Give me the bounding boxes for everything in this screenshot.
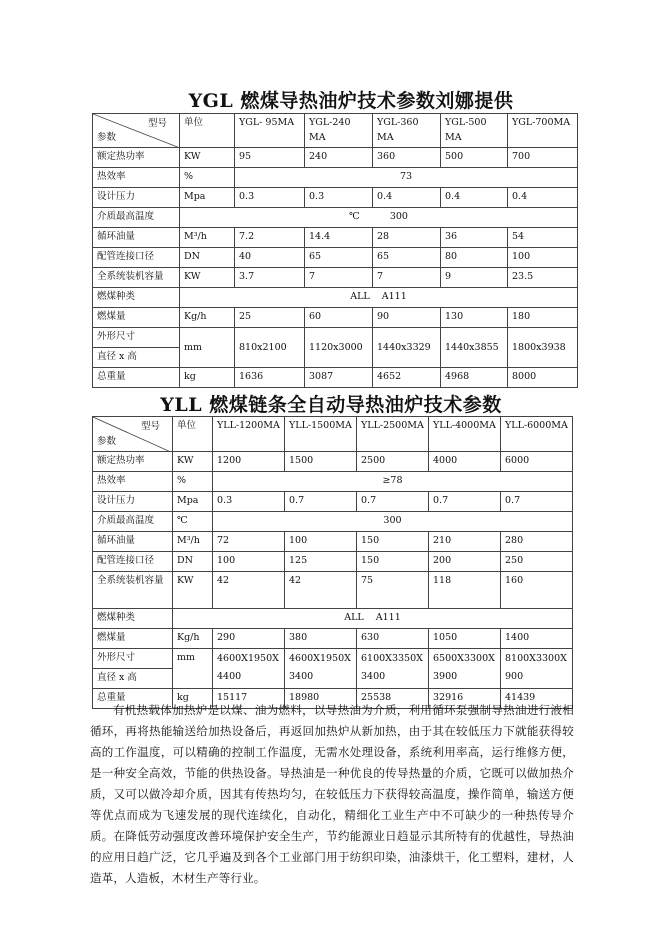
- row-unit: Kg/h: [180, 308, 235, 328]
- row-label: 介质最高温度: [93, 208, 180, 228]
- row-unit: KW: [180, 148, 235, 168]
- table-cell: 25: [235, 308, 305, 328]
- table-cell: 75: [357, 572, 429, 609]
- table-cell: 18980: [285, 689, 357, 709]
- table-cell: 6100X3350X 3400: [357, 649, 429, 689]
- corner-model-label: 型号: [147, 118, 167, 129]
- table-cell: 65: [373, 248, 441, 268]
- table-cell: 14.4: [305, 228, 373, 248]
- table-cell: 100: [285, 532, 357, 552]
- table-cell: 36: [441, 228, 508, 248]
- table-cell: 0.7: [357, 492, 429, 512]
- table-cell: 1050: [429, 629, 501, 649]
- row-label: 额定热功率: [93, 148, 180, 168]
- table-cell: 40: [235, 248, 305, 268]
- table-row: [93, 228, 578, 248]
- table-cell: 4968: [441, 368, 508, 388]
- table-cell: 4652: [373, 368, 441, 388]
- corner-header: [93, 417, 173, 452]
- table-cell: 200: [429, 552, 501, 572]
- model-header: YLL-6000MA: [501, 417, 573, 452]
- row-unit: KW: [180, 268, 235, 288]
- table-row: [93, 168, 578, 188]
- row-unit: KW: [173, 572, 213, 609]
- table-cell: 0.4: [441, 188, 508, 208]
- table-cell: 180: [508, 308, 578, 328]
- table-cell: 210: [429, 532, 501, 552]
- row-unit: mm: [173, 649, 213, 689]
- table-row: [93, 268, 578, 288]
- table-row: [93, 572, 573, 609]
- table-row: [93, 532, 573, 552]
- row-unit: DN: [180, 248, 235, 268]
- row-label: 额定热功率: [93, 452, 173, 472]
- merged-cell: ℃ 300: [180, 208, 578, 228]
- table-cell: 630: [357, 629, 429, 649]
- table-row: [93, 512, 573, 532]
- table-cell: 80: [441, 248, 508, 268]
- corner-param-label: 参数: [97, 436, 117, 447]
- row-unit: KW: [173, 452, 213, 472]
- table-cell: 700: [508, 148, 578, 168]
- row-unit: M³/h: [173, 532, 213, 552]
- model-header: YLL-2500MA: [357, 417, 429, 452]
- table-cell: 0.7: [429, 492, 501, 512]
- model-header: YLL-4000MA: [429, 417, 501, 452]
- table-cell: 0.7: [501, 492, 573, 512]
- table-cell: 4600X1950X 3400: [285, 649, 357, 689]
- table-row: [93, 609, 573, 629]
- table-cell: 0.3: [213, 492, 285, 512]
- row-unit: DN: [173, 552, 213, 572]
- row-label: 燃煤量: [93, 308, 180, 328]
- table-cell: 1500: [285, 452, 357, 472]
- table-cell: 1800x3938: [508, 328, 578, 368]
- row-unit: %: [180, 168, 235, 188]
- table2-title: YLL 燃煤链条全自动导热油炉技术参数: [160, 394, 502, 416]
- model-header: YGL-700MA: [508, 114, 578, 148]
- model-header: YGL- 95MA: [235, 114, 305, 148]
- table-cell: 380: [285, 629, 357, 649]
- table-cell: 32916: [429, 689, 501, 709]
- unit-header: 单位: [173, 417, 213, 452]
- table-cell: 160: [501, 572, 573, 609]
- row-label: 直径 x 高: [93, 669, 173, 689]
- merged-cell: ALL A111: [180, 288, 578, 308]
- row-unit: kg: [173, 689, 213, 709]
- table-cell: 23.5: [508, 268, 578, 288]
- table-row: [93, 368, 578, 388]
- table-cell: 4600X1950X 4400: [213, 649, 285, 689]
- row-unit: Mpa: [173, 492, 213, 512]
- row-label: 配管连接口径: [93, 248, 180, 268]
- model-header: YGL-360 MA: [373, 114, 441, 148]
- table-row: [93, 288, 578, 308]
- merged-cell: ALL A111: [173, 609, 573, 629]
- row-label: 外形尺寸: [93, 649, 173, 669]
- table-cell: 42: [285, 572, 357, 609]
- table-cell: 54: [508, 228, 578, 248]
- table-cell: 8100X3300X 900: [501, 649, 573, 689]
- table-cell: 8000: [508, 368, 578, 388]
- table-cell: 28: [373, 228, 441, 248]
- table-cell: 7: [305, 268, 373, 288]
- table-cell: 9: [441, 268, 508, 288]
- table-cell: 1440x3855: [441, 328, 508, 368]
- table-row: [93, 248, 578, 268]
- corner-header: [93, 114, 180, 148]
- table-cell: 0.3: [305, 188, 373, 208]
- table-cell: 0.7: [285, 492, 357, 512]
- table-cell: 95: [235, 148, 305, 168]
- table-row: [93, 452, 573, 472]
- corner-model-label: 型号: [140, 421, 160, 432]
- row-label: 设计压力: [93, 492, 173, 512]
- row-label: 热效率: [93, 168, 180, 188]
- model-header: YLL-1200MA: [213, 417, 285, 452]
- table-cell: 0.4: [508, 188, 578, 208]
- table-row: [93, 472, 573, 492]
- table-cell: 360: [373, 148, 441, 168]
- table-row: [93, 208, 578, 228]
- table-cell: 15117: [213, 689, 285, 709]
- model-header: YGL-240 MA: [305, 114, 373, 148]
- table-cell: 1120x3000: [305, 328, 373, 368]
- table-cell: 1200: [213, 452, 285, 472]
- table-row: [93, 148, 578, 168]
- row-label: 全系统装机容量: [93, 268, 180, 288]
- table-cell: 6500X3300X 3900: [429, 649, 501, 689]
- row-label: 全系统装机容量: [93, 572, 173, 609]
- table-cell: 0.3: [235, 188, 305, 208]
- row-label: 介质最高温度: [93, 512, 173, 532]
- table-row: [93, 328, 578, 348]
- row-unit: Mpa: [180, 188, 235, 208]
- row-label: 热效率: [93, 472, 173, 492]
- table-cell: 1636: [235, 368, 305, 388]
- row-unit: Kg/h: [173, 629, 213, 649]
- row-unit: %: [173, 472, 213, 492]
- table-row: [93, 308, 578, 328]
- table-cell: 280: [501, 532, 573, 552]
- row-label: 燃煤量: [93, 629, 173, 649]
- table-cell: 1440x3329: [373, 328, 441, 368]
- table-cell: 60: [305, 308, 373, 328]
- row-label: 循环油量: [93, 228, 180, 248]
- table-cell: 3.7: [235, 268, 305, 288]
- table-cell: 25538: [357, 689, 429, 709]
- description-paragraph: 有机热载体加热炉是以煤、油为燃料，以导热油为介质，利用循环泵强制导热油进行液相循环，再将热能输送给加热设备后，再返回加热炉从新加热，由于其在较低压力下就能获得较高的工作温度，可以精确的控制工作温度，无需水处理设备，系统利用率高，运行维修方便，是一种安全高效，节能的供热设备。导热油是一种优良的传导热量的介质，它既可以做加热介质，又可以做冷却介质，因其有传热均匀，在较低压力下获得较高温度，操作简单，输送方便等优点而成为飞速发展的现代连续化，自动化，精细化工业生产中不可缺少的一种热传导介质。在降低劳动强度改善环境保护安全生产，节约能源业日趋显示其所特有的优越性，导热油的应用日趋广泛，它几乎遍及到各个工业部门用于纺织印染，油漆烘干，化工塑料，建材，人造革，人造板，木材生产等行业。: [90, 703, 574, 885]
- merged-cell: 300: [213, 512, 573, 532]
- table-cell: 130: [441, 308, 508, 328]
- table-cell: 125: [285, 552, 357, 572]
- table-cell: 6000: [501, 452, 573, 472]
- table-row: [93, 492, 573, 512]
- table-cell: 65: [305, 248, 373, 268]
- row-unit: M³/h: [180, 228, 235, 248]
- merged-cell: ≥78: [213, 472, 573, 492]
- table-cell: 100: [508, 248, 578, 268]
- table-cell: 41439: [501, 689, 573, 709]
- table-cell: 240: [305, 148, 373, 168]
- model-header: YGL-500 MA: [441, 114, 508, 148]
- corner-param-label: 参数: [97, 132, 117, 143]
- table-cell: 150: [357, 552, 429, 572]
- row-label: 循环油量: [93, 532, 173, 552]
- table-cell: 1400: [501, 629, 573, 649]
- row-label: 直径 x 高: [93, 348, 180, 368]
- table-row: [93, 649, 573, 669]
- table1-title: YGL 燃煤导热油炉技术参数刘娜提供: [188, 90, 514, 112]
- model-header: YLL-1500MA: [285, 417, 357, 452]
- table-cell: 150: [357, 532, 429, 552]
- row-label: 燃煤种类: [93, 288, 180, 308]
- ygl-spec-table: [92, 113, 578, 388]
- yll-spec-table: [92, 416, 573, 709]
- row-label: 配管连接口径: [93, 552, 173, 572]
- table-cell: 7: [373, 268, 441, 288]
- table-cell: 100: [213, 552, 285, 572]
- table-cell: 72: [213, 532, 285, 552]
- table-row: [93, 552, 573, 572]
- table-cell: 500: [441, 148, 508, 168]
- table-cell: 3087: [305, 368, 373, 388]
- table-cell: 250: [501, 552, 573, 572]
- row-unit: kg: [180, 368, 235, 388]
- row-label: 燃煤种类: [93, 609, 173, 629]
- table-row: [93, 188, 578, 208]
- row-label: 总重量: [93, 689, 173, 709]
- unit-header: 单位: [180, 114, 235, 148]
- table-row: [93, 629, 573, 649]
- merged-cell: 73: [235, 168, 578, 188]
- row-label: 总重量: [93, 368, 180, 388]
- table-cell: 0.4: [373, 188, 441, 208]
- table-cell: 2500: [357, 452, 429, 472]
- row-unit: ℃: [173, 512, 213, 532]
- table-cell: 7.2: [235, 228, 305, 248]
- table-cell: 290: [213, 629, 285, 649]
- table-cell: 4000: [429, 452, 501, 472]
- table-cell: 42: [213, 572, 285, 609]
- row-label: 外形尺寸: [93, 328, 180, 348]
- row-unit: mm: [180, 328, 235, 368]
- table-cell: 90: [373, 308, 441, 328]
- row-label: 设计压力: [93, 188, 180, 208]
- table-cell: 810x2100: [235, 328, 305, 368]
- table-cell: 118: [429, 572, 501, 609]
